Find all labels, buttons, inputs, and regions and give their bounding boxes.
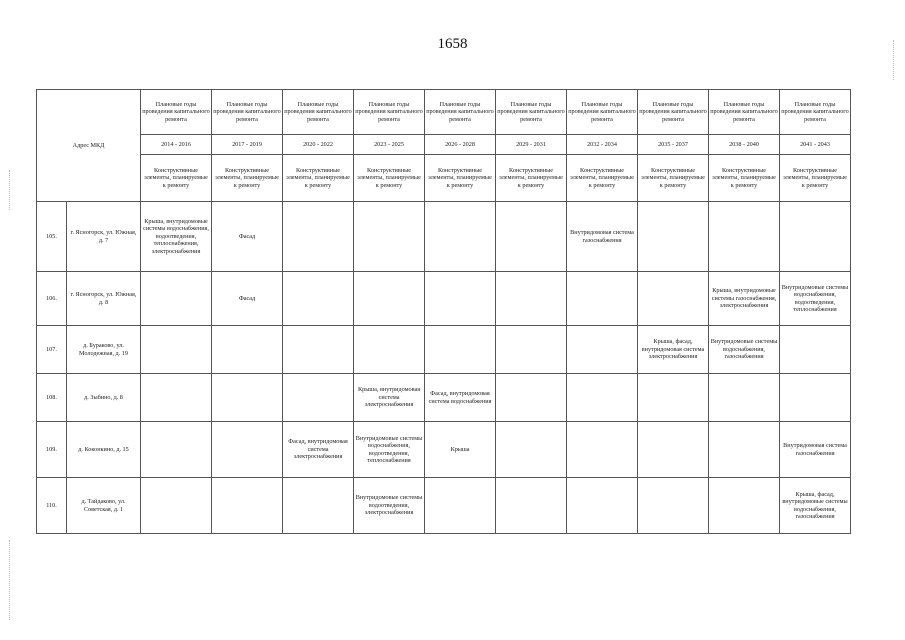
header-row-elements xyxy=(37,155,851,202)
repair-schedule-table xyxy=(36,89,851,534)
row-cell xyxy=(425,202,496,272)
period-label: Плановые годы проведения капитального ремонта xyxy=(709,90,780,135)
elements-label: Конструктивные элементы, планируемые к ремонту xyxy=(496,155,567,202)
row-number: 106. xyxy=(37,272,67,326)
row-cell xyxy=(780,374,851,422)
row-number: 109. xyxy=(37,422,67,478)
row-address: г. Ясногорск, ул. Южная, д. 8 xyxy=(67,272,141,326)
row-cell xyxy=(638,478,709,534)
left-margin-dots xyxy=(9,540,11,620)
period-label: Плановые годы проведения капитального ремонта xyxy=(425,90,496,135)
left-margin-dots xyxy=(9,170,11,210)
row-cell: Крыша, внутридомовые системы газоснабжения, электроснабжения xyxy=(709,272,780,326)
row-cell xyxy=(425,272,496,326)
row-number: 105. xyxy=(37,202,67,272)
row-address: д. Бураково, ул. Молодежная, д. 19 xyxy=(67,326,141,374)
row-cell xyxy=(425,326,496,374)
elements-label: Конструктивные элементы, планируемые к ремонту xyxy=(638,155,709,202)
row-cell: Фасад, внутридомовая система водоснабжения xyxy=(425,374,496,422)
elements-label: Конструктивные элементы, планируемые к ремонту xyxy=(780,155,851,202)
row-cell: Внутридомовая система газоснабжения xyxy=(567,202,638,272)
row-cell: Крыша xyxy=(425,422,496,478)
table-row xyxy=(37,374,851,422)
header-row-periods-label xyxy=(37,90,851,135)
elements-label: Конструктивные элементы, планируемые к ремонту xyxy=(141,155,212,202)
row-cell xyxy=(567,272,638,326)
page-number: 1658 xyxy=(437,36,468,52)
period-years: 2038 - 2040 xyxy=(709,135,780,155)
elements-label: Конструктивные элементы, планируемые к ремонту xyxy=(425,155,496,202)
row-cell xyxy=(212,374,283,422)
period-years: 2032 - 2034 xyxy=(567,135,638,155)
row-cell xyxy=(354,272,425,326)
row-cell xyxy=(496,374,567,422)
row-cell: Внутридомовая система газоснабжения xyxy=(780,422,851,478)
row-cell xyxy=(141,422,212,478)
table-row xyxy=(37,478,851,534)
period-years: 2029 - 2031 xyxy=(496,135,567,155)
period-label: Плановые годы проведения капитального ремонта xyxy=(141,90,212,135)
row-cell xyxy=(780,202,851,272)
row-cell xyxy=(496,326,567,374)
row-cell xyxy=(212,422,283,478)
period-years: 2041 - 2043 xyxy=(780,135,851,155)
period-label: Плановые годы проведения капитального ремонта xyxy=(212,90,283,135)
period-label: Плановые годы проведения капитального ремонта xyxy=(780,90,851,135)
row-cell: Внутридомовые системы водоснабжения, водоотведения, теплоснабжения xyxy=(780,272,851,326)
elements-label: Конструктивные элементы, планируемые к ремонту xyxy=(709,155,780,202)
row-cell: Фасад xyxy=(212,202,283,272)
row-cell xyxy=(283,272,354,326)
row-cell xyxy=(425,478,496,534)
elements-label: Конструктивные элементы, планируемые к ремонту xyxy=(567,155,638,202)
row-address: д. Коконкино, д. 15 xyxy=(67,422,141,478)
row-cell xyxy=(638,374,709,422)
row-cell: Внутридомовые системы водоснабжения, газоснабжения xyxy=(709,326,780,374)
row-cell xyxy=(354,326,425,374)
row-cell xyxy=(496,422,567,478)
period-years: 2035 - 2037 xyxy=(638,135,709,155)
row-number: 107. xyxy=(37,326,67,374)
row-number: 108. xyxy=(37,374,67,422)
row-cell xyxy=(283,326,354,374)
row-cell xyxy=(283,202,354,272)
period-years: 2026 - 2028 xyxy=(425,135,496,155)
row-cell xyxy=(567,422,638,478)
period-label: Плановые годы проведения капитального ремонта xyxy=(638,90,709,135)
row-address: д. Тайдаково, ул. Советская, д. 1 xyxy=(67,478,141,534)
row-cell xyxy=(496,272,567,326)
period-years: 2020 - 2022 xyxy=(283,135,354,155)
row-cell xyxy=(141,374,212,422)
period-label: Плановые годы проведения капитального ремонта xyxy=(567,90,638,135)
right-margin-dots xyxy=(893,40,895,80)
row-cell: Внутридомовые системы водоснабжения, водоотведения, теплоснабжения xyxy=(354,422,425,478)
row-cell xyxy=(567,478,638,534)
row-cell xyxy=(283,374,354,422)
row-address: г. Ясногорск, ул. Южная, д. 7 xyxy=(67,202,141,272)
table-row xyxy=(37,326,851,374)
row-cell xyxy=(141,272,212,326)
row-cell xyxy=(709,202,780,272)
row-cell xyxy=(567,326,638,374)
row-cell xyxy=(212,478,283,534)
row-cell: Внутридомовые системы водоотведения, электроснабжения xyxy=(354,478,425,534)
row-address: д. Зыбино, д. 8 xyxy=(67,374,141,422)
row-cell xyxy=(141,326,212,374)
row-cell xyxy=(638,272,709,326)
row-cell xyxy=(354,202,425,272)
period-label: Плановые годы проведения капитального ремонта xyxy=(496,90,567,135)
elements-label: Конструктивные элементы, планируемые к ремонту xyxy=(354,155,425,202)
row-cell: Крыша, внутридомовая система электроснабжения xyxy=(354,374,425,422)
address-header: Адрес МКД xyxy=(37,90,141,202)
row-cell: Фасад xyxy=(212,272,283,326)
period-label: Плановые годы проведения капитального ремонта xyxy=(354,90,425,135)
row-cell: Крыша, внутридомовые системы водоснабжения, водоотведения, теплоснабжения, электроснабжения xyxy=(141,202,212,272)
row-cell xyxy=(212,326,283,374)
period-years: 2017 - 2019 xyxy=(212,135,283,155)
row-cell: Крыша, фасад, внутридомовые системы водоснабжения, газоснабжения xyxy=(780,478,851,534)
row-cell: Фасад, внутридомовая система электроснабжения xyxy=(283,422,354,478)
row-cell xyxy=(283,478,354,534)
row-number: 110. xyxy=(37,478,67,534)
header-row-periods xyxy=(37,135,851,155)
row-cell xyxy=(709,374,780,422)
row-cell xyxy=(638,422,709,478)
row-cell xyxy=(709,478,780,534)
period-label: Плановые годы проведения капитального ремонта xyxy=(283,90,354,135)
row-cell xyxy=(638,202,709,272)
row-cell xyxy=(496,202,567,272)
table-row xyxy=(37,422,851,478)
elements-label: Конструктивные элементы, планируемые к ремонту xyxy=(283,155,354,202)
row-cell xyxy=(496,478,567,534)
period-years: 2023 - 2025 xyxy=(354,135,425,155)
elements-label: Конструктивные элементы, планируемые к ремонту xyxy=(212,155,283,202)
row-cell xyxy=(141,478,212,534)
table-row xyxy=(37,202,851,272)
period-years: 2014 - 2016 xyxy=(141,135,212,155)
table-row xyxy=(37,272,851,326)
row-cell xyxy=(567,374,638,422)
row-cell xyxy=(780,326,851,374)
row-cell xyxy=(709,422,780,478)
row-cell: Крыша, фасад, внутридомовая система электроснабжения xyxy=(638,326,709,374)
